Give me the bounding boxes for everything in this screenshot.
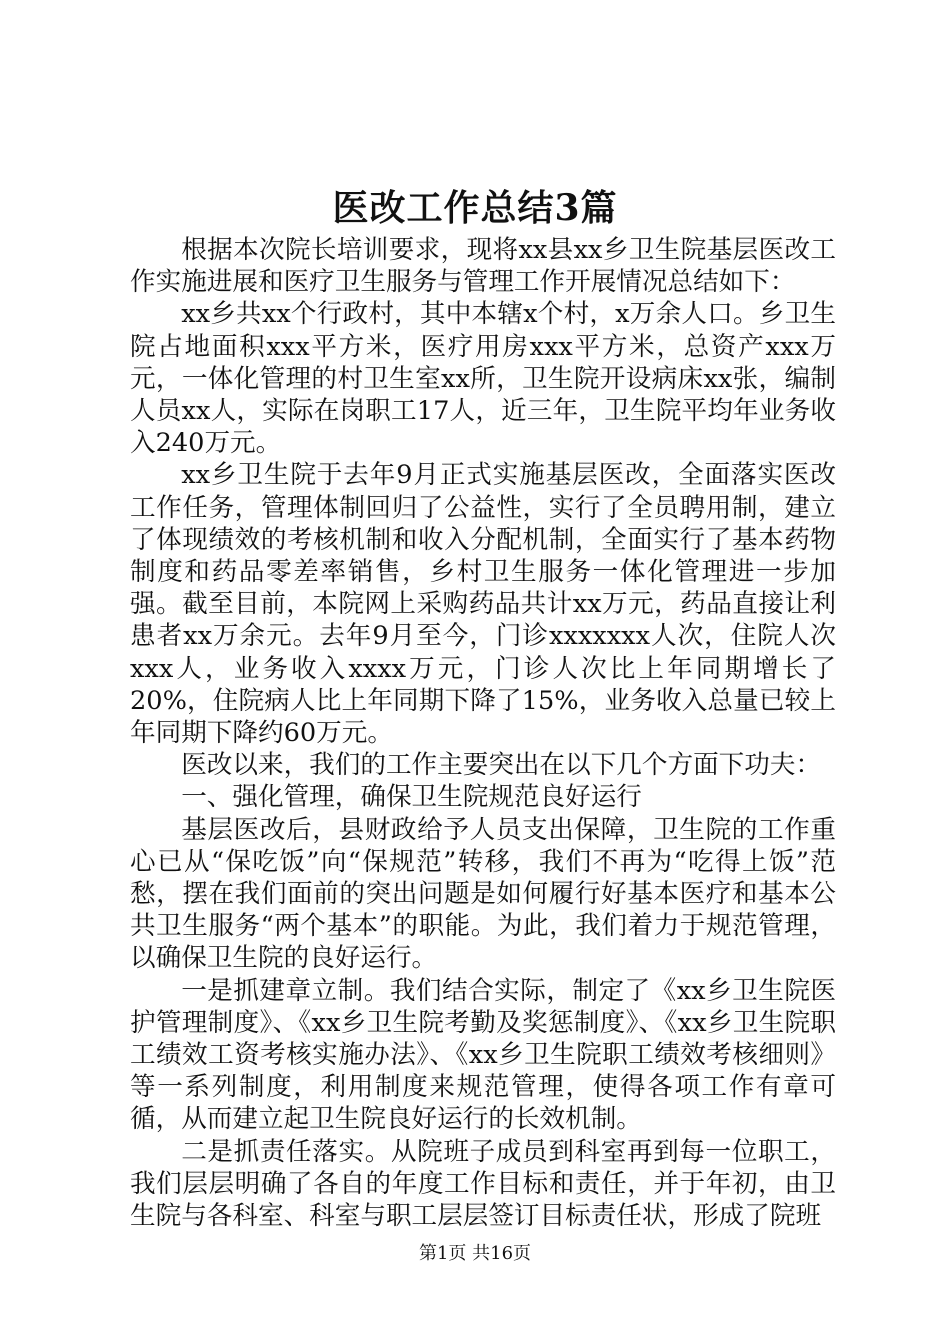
paragraph-responsibility: 二是抓责任落实。从院班子成员到科室再到每一位职工，我们层层明确了各自的年度工作目标和责任，并于年初，由卫生院与各科室、科室与职工层层签订目标责任状，形成了院班 (130, 1136, 836, 1232)
section-heading-management: 一、强化管理，确保卫生院规范良好运行 (181, 782, 642, 813)
paragraph-intro: 根据本次院长培训要求，现将xx县xx乡卫生院基层医改工作实施进展和医疗卫生服务与管理工作开展情况总结如下： (130, 235, 836, 298)
document-title: 医改工作总结3篇 (332, 187, 618, 229)
paragraph-reform-progress: xx乡卫生院于去年9月正式实施基层医改，全面落实医改工作任务，管理体制回归了公益性，实行了全员聘用制，建立了体现绩效的考核机制和收入分配机制，全面实行了基本药物制度和药品零差率销售，乡村卫生服务一体化管理进一步加强。截至目前，本院网上采购药品共计xx万元，药品直接让利患者xx万余元。去年9月至今，门诊xxxxxxx人次，住院人次xxx人，业务收入xxxx万元，门诊人次比上年同期增长了20%，住院病人比上年同期下降了15%，业务收入总量已较上年同期下降约60万元。 (130, 460, 836, 749)
paragraph-overview: xx乡共xx个行政村，其中本辖x个村，x万余人口。乡卫生院占地面积xxx平方米，医疗用房xxx平方米，总资产xxx万元，一体化管理的村卫生室xx所，卫生院开设病床xx张，编制人员xx人，实际在岗职工17人，近三年，卫生院平均年业务收入240万元。 (130, 299, 836, 459)
paragraph-regulations: 一是抓建章立制。我们结合实际，制定了《xx乡卫生院医护管理制度》、《xx乡卫生院考勤及奖惩制度》、《xx乡卫生院职工绩效工资考核实施办法》、《xx乡卫生院职工绩效考核细则》等一系列制度，利用制度来规范管理，使得各项工作有章可循，从而建立起卫生院良好运行的长效机制。 (130, 975, 836, 1135)
document-body (130, 234, 836, 1232)
page-number-footer: 第1页 共16页 (418, 1243, 532, 1264)
paragraph-management: 基层医改后，县财政给予人员支出保障，卫生院的工作重心已从“保吃饭”向“保规范”转移，我们不再为“吃得上饭”范愁，摆在我们面前的突出问题是如何履行好基本医疗和基本公共卫生服务“两个基本”的职能。为此，我们着力于规范管理，以确保卫生院的良好运行。 (130, 814, 836, 974)
paragraph-focus-intro: 医改以来，我们的工作主要突出在以下几个方面下功夫： (181, 750, 822, 781)
